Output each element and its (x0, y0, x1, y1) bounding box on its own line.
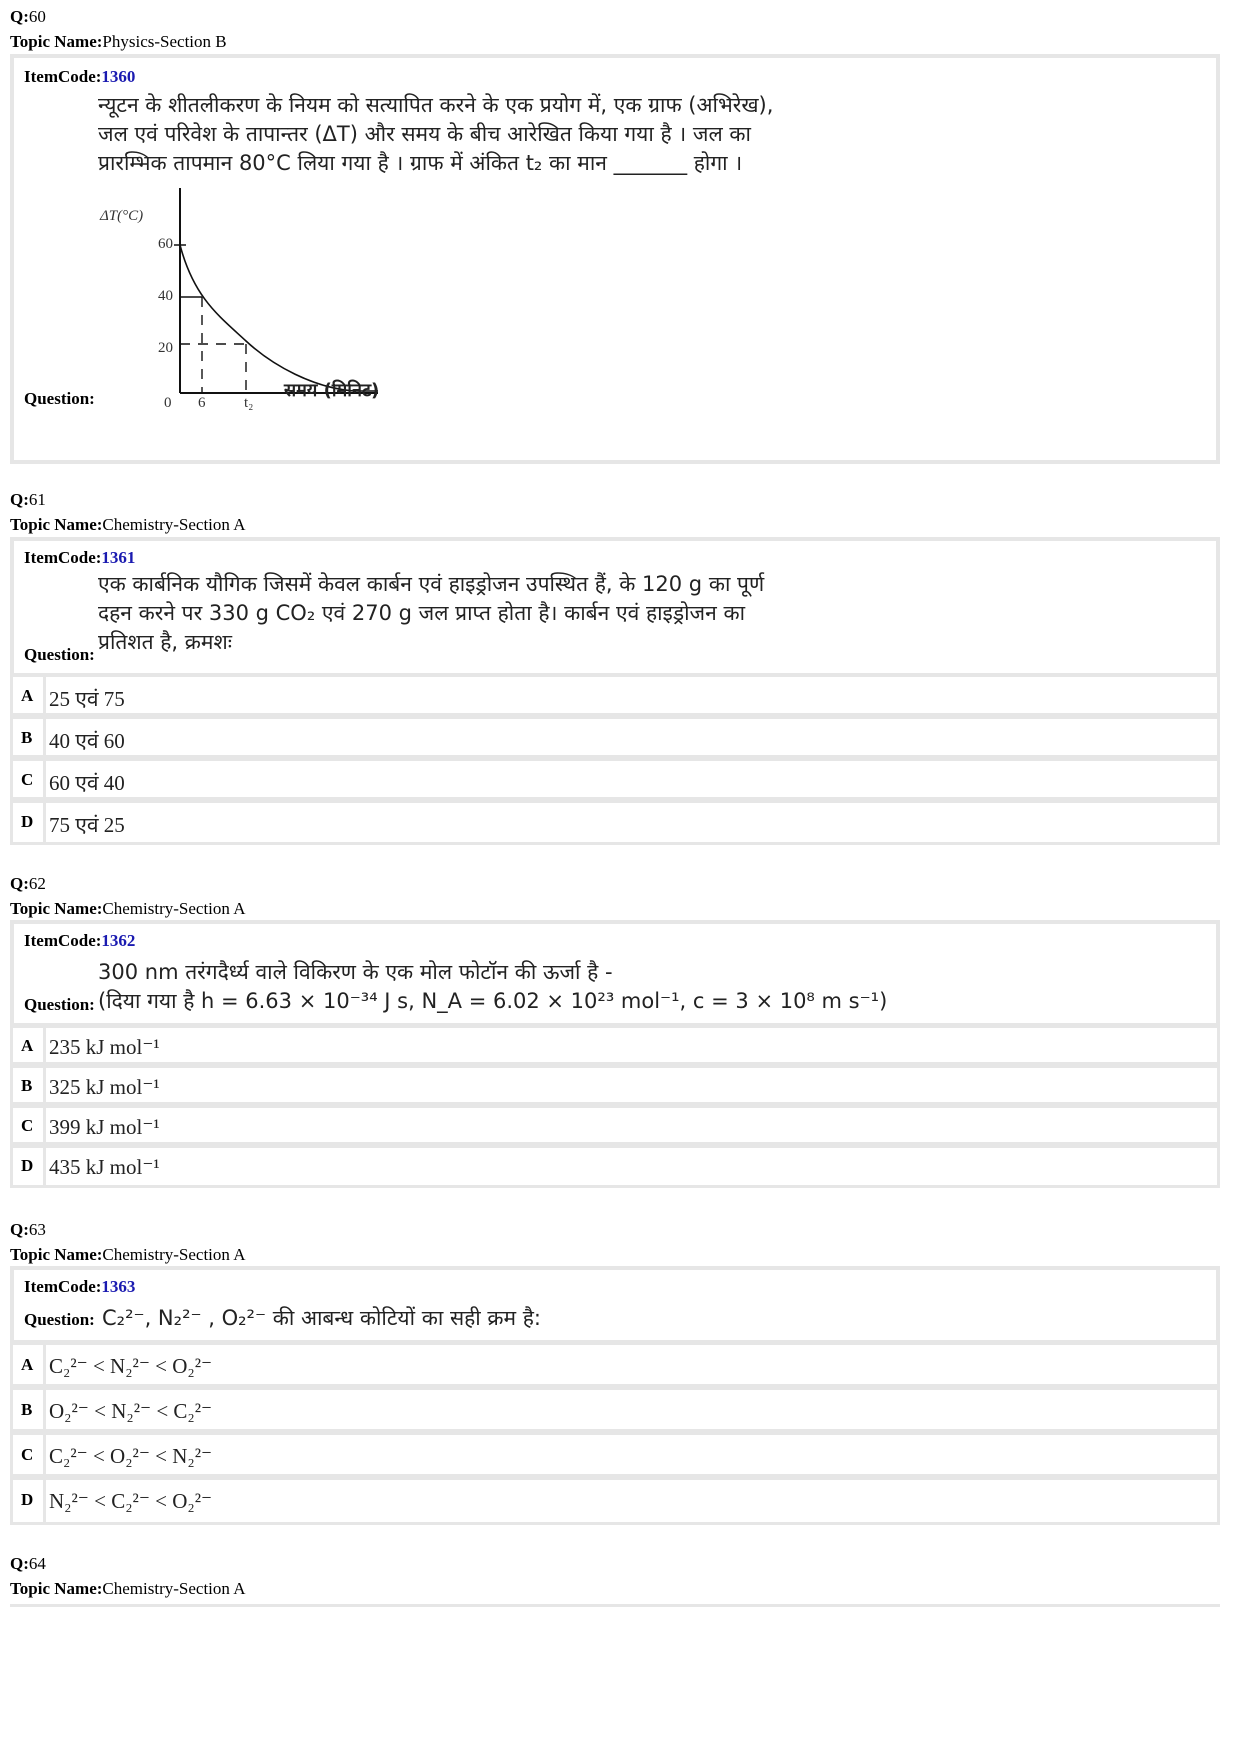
option-separator (43, 803, 46, 842)
question-line: प्रतिशत है, क्रमशः (98, 630, 232, 654)
question-line: दहन करने पर 330 g CO₂ एवं 270 g जल प्राप्त होता है। कार्बन एवं हाइड्रोजन का (98, 601, 746, 625)
itemcode-label: ItemCode: (24, 1277, 102, 1296)
topic-line (10, 1576, 245, 1601)
option-letter: C (21, 1116, 34, 1135)
option-letter: C (21, 770, 34, 789)
option-letter: B (21, 1076, 33, 1095)
option-value: 60 एवं 40 (49, 771, 125, 795)
option-b[interactable] (10, 1387, 1220, 1432)
option-letter: A (21, 1355, 34, 1374)
cooling-curve (180, 245, 378, 391)
topic-line (10, 29, 227, 54)
option-separator (43, 1390, 46, 1429)
x-tick-label: t₂ (244, 395, 254, 411)
option-c[interactable] (10, 758, 1220, 800)
option-letter: A (21, 1036, 34, 1055)
topic-label: Topic Name: (10, 899, 103, 918)
topic-label: Topic Name: (10, 515, 103, 534)
itemcode-value: 1361 (101, 548, 136, 567)
option-d[interactable] (10, 1145, 1220, 1188)
option-d[interactable] (10, 800, 1220, 845)
question-label: Question: (24, 645, 95, 664)
option-d[interactable] (10, 1477, 1220, 1525)
option-value: 40 एवं 60 (49, 729, 125, 753)
topic-name: Chemistry-Section A (102, 1245, 246, 1264)
option-letter: D (21, 1156, 34, 1175)
option-separator (43, 1028, 46, 1062)
question-label: Question: (24, 1310, 95, 1329)
option-a[interactable] (10, 1025, 1220, 1065)
topic-line (10, 896, 245, 921)
q-label: Q: (10, 7, 29, 26)
question-label: Question: (24, 995, 95, 1014)
q-num: 60 (28, 7, 46, 26)
option-c[interactable] (10, 1432, 1220, 1477)
topic-label: Topic Name: (10, 1579, 103, 1598)
option-separator (43, 1068, 46, 1102)
option-letter: C (21, 1445, 34, 1464)
option-letter: B (21, 728, 33, 747)
topic-line (10, 512, 245, 537)
question-number (10, 871, 46, 896)
section-divider (10, 1604, 1220, 1607)
q-num: 62 (28, 874, 46, 893)
q-label: Q: (10, 490, 29, 509)
question-line: 300 nm तरंगदैर्ध्य वाले विकिरण के एक मोल फोटॉन की ऊर्जा है - (98, 960, 613, 984)
q-num: 63 (28, 1220, 46, 1239)
cooling-curve-graph (14, 58, 434, 418)
option-value: 25 एवं 75 (49, 687, 125, 711)
question-line: प्रारम्भिक तापमान 80°C लिया गया है । ग्राफ में अंकित t₂ का मान _______ होगा । (98, 151, 743, 175)
option-letter: A (21, 686, 34, 705)
question-line: (दिया गया है h = 6.63 × 10⁻³⁴ J s, N_A = 6.02 × 10²³ mol⁻¹, c = 3 × 10⁸ m s⁻¹) (98, 989, 888, 1013)
itemcode-label: ItemCode: (24, 548, 102, 567)
question-text (98, 958, 887, 1016)
option-a[interactable] (10, 1342, 1220, 1387)
q-num: 61 (28, 490, 46, 509)
y-tick-label: 20 (158, 340, 173, 356)
y-tick-label: 0 (164, 395, 172, 411)
option-b[interactable] (10, 1065, 1220, 1105)
option-separator (43, 1345, 46, 1384)
topic-name: Physics-Section B (102, 32, 227, 51)
question-number (10, 4, 46, 29)
option-value: 435 kJ mol⁻¹ (49, 1155, 160, 1179)
question-line: जल एवं परिवेश के तापान्तर (ΔT) और समय के बीच आरेखित किया गया है । जल का (98, 122, 751, 146)
itemcode-value: 1363 (101, 1277, 136, 1296)
option-a[interactable] (10, 674, 1220, 716)
topic-label: Topic Name: (10, 1245, 103, 1264)
option-separator (43, 719, 46, 755)
option-value: C₂²⁻ < O₂²⁻ < N₂²⁻ (49, 1444, 213, 1468)
option-value: 399 kJ mol⁻¹ (49, 1115, 160, 1139)
itemcode-value: 1360 (101, 67, 136, 86)
option-separator (43, 1108, 46, 1142)
itemcode-line (24, 548, 135, 568)
question-label: Question: (24, 389, 95, 408)
q-label: Q: (10, 874, 29, 893)
option-value: C₂²⁻ < N₂²⁻ < O₂²⁻ (49, 1354, 213, 1378)
option-separator (43, 677, 46, 713)
question-box (10, 920, 1220, 1027)
option-value: 75 एवं 25 (49, 813, 125, 837)
question-line: एक कार्बनिक यौगिक जिसमें केवल कार्बन एवं हाइड्रोजन उपस्थित हैं, के 120 g का पूर्ण (98, 572, 765, 596)
question-box (10, 54, 1220, 464)
option-value: 235 kJ mol⁻¹ (49, 1035, 160, 1059)
option-letter: D (21, 812, 34, 831)
itemcode-line (24, 1277, 135, 1297)
option-separator (43, 1148, 46, 1185)
y-tick-label: 60 (158, 236, 173, 252)
option-b[interactable] (10, 716, 1220, 758)
itemcode-label: ItemCode: (24, 67, 102, 86)
option-separator (43, 761, 46, 797)
option-value: N₂²⁻ < C₂²⁻ < O₂²⁻ (49, 1489, 213, 1513)
x-tick-label: 6 (198, 395, 206, 411)
q-label: Q: (10, 1220, 29, 1239)
itemcode-line (24, 931, 135, 951)
option-c[interactable] (10, 1105, 1220, 1145)
option-separator (43, 1435, 46, 1474)
itemcode-label: ItemCode: (24, 931, 102, 950)
question-box (10, 537, 1220, 677)
question-line: C₂²⁻, N₂²⁻ , O₂²⁻ की आबन्ध कोटियों का सही क्रम है: (102, 1306, 541, 1330)
question-text (102, 1304, 541, 1333)
topic-name: Chemistry-Section A (102, 1579, 246, 1598)
option-value: O₂²⁻ < N₂²⁻ < C₂²⁻ (49, 1399, 213, 1423)
option-letter: B (21, 1400, 33, 1419)
graph-y-axis-label: ΔT(°C) (100, 208, 144, 224)
topic-name: Chemistry-Section A (102, 515, 246, 534)
question-number (10, 1551, 46, 1576)
topic-label: Topic Name: (10, 32, 103, 51)
y-tick-label: 40 (158, 288, 173, 304)
option-value: 325 kJ mol⁻¹ (49, 1075, 160, 1099)
question-line: न्यूटन के शीतलीकरण के नियम को सत्यापित करने के एक प्रयोग में, एक ग्राफ (अभिरेख), (98, 93, 774, 117)
option-letter: D (21, 1490, 34, 1509)
q-label: Q: (10, 1554, 29, 1573)
question-number (10, 1217, 46, 1242)
graph-x-axis-label: समय (मिनिट) (284, 380, 380, 401)
topic-line (10, 1242, 245, 1267)
topic-name: Chemistry-Section A (102, 899, 246, 918)
q-num: 64 (28, 1554, 46, 1573)
option-separator (43, 1480, 46, 1522)
question-text (98, 570, 764, 657)
question-number (10, 487, 46, 512)
question-box (10, 1266, 1220, 1344)
itemcode-value: 1362 (101, 931, 136, 950)
